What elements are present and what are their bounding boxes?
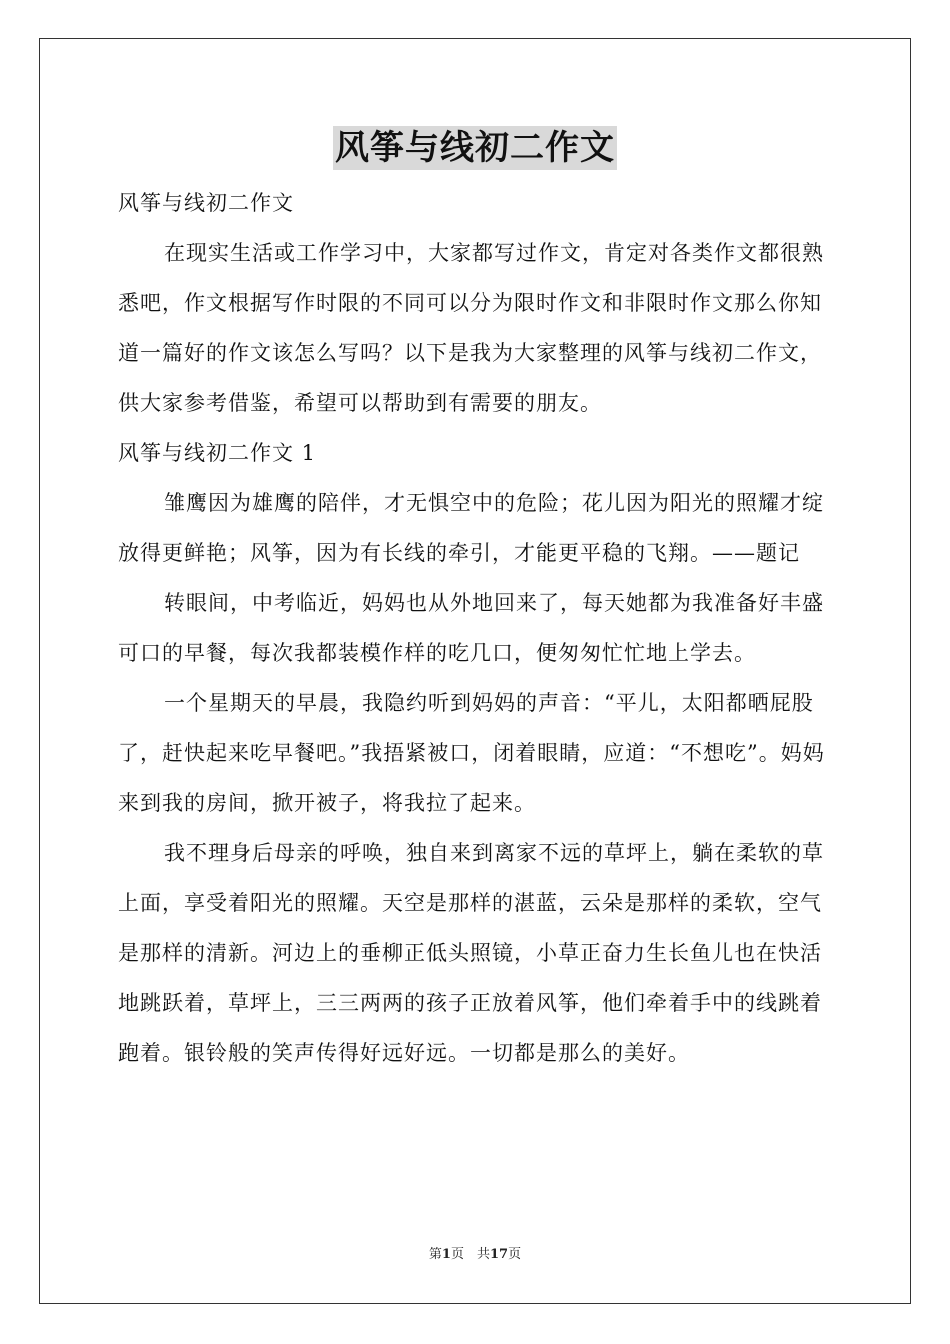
document-title: 风筝与线初二作文	[335, 128, 615, 168]
page-prefix: 第	[428, 1247, 442, 1262]
page-footer	[0, 1246, 950, 1264]
body-paragraph: 雏鹰因为雄鹰的陪伴，才无惧空中的危险；花儿因为阳光的照耀才绽放得更鲜艳；风筝，因为有长线的牵引，才能更平稳的飞翔。——题记	[118, 491, 824, 565]
body-paragraph: 我不理身后母亲的呼唤，独自来到离家不远的草坪上，躺在柔软的草上面，享受着阳光的照耀。天空是那样的湛蓝，云朵是那样的柔软，空气是那样的清新。河边上的垂柳正低头照镜，小草正奋力生长鱼儿也在快活地跳跃着，草坪上，三三两两的孩子正放着风筝，他们牵着手中的线跳着跑着。银铃般的笑声传得好远好远。一切都是那么的美好。	[118, 841, 824, 1065]
section-heading: 风筝与线初二作文 1	[118, 441, 317, 465]
title-container	[0, 126, 950, 170]
body-paragraph: 一个星期天的早晨，我隐约听到妈妈的声音：“平儿，太阳都晒屁股了，赶快起来吃早餐吧。”我捂紧被口，闭着眼睛，应道：“不想吃”。妈妈来到我的房间，掀开被子，将我拉了起来。	[118, 691, 825, 815]
intro-paragraph: 在现实生活或工作学习中，大家都写过作文，肯定对各类作文都很熟悉吧，作文根据写作时限的不同可以分为限时作文和非限时作文那么你知道一篇好的作文该怎么写吗？以下是我为大家整理的风筝与线初二作文，供大家参考借鉴，希望可以帮助到有需要的朋友。	[118, 241, 824, 415]
page-total: 17	[489, 1247, 509, 1262]
page-suffix: 页	[508, 1247, 522, 1262]
document-body	[118, 178, 838, 1078]
document-subtitle: 风筝与线初二作文	[118, 191, 294, 215]
page-current: 1	[441, 1247, 451, 1262]
page-mid: 页 共	[450, 1247, 490, 1262]
body-paragraph: 转眼间，中考临近，妈妈也从外地回来了，每天她都为我准备好丰盛可口的早餐，每次我都装模作样的吃几口，便匆匆忙忙地上学去。	[118, 591, 824, 665]
